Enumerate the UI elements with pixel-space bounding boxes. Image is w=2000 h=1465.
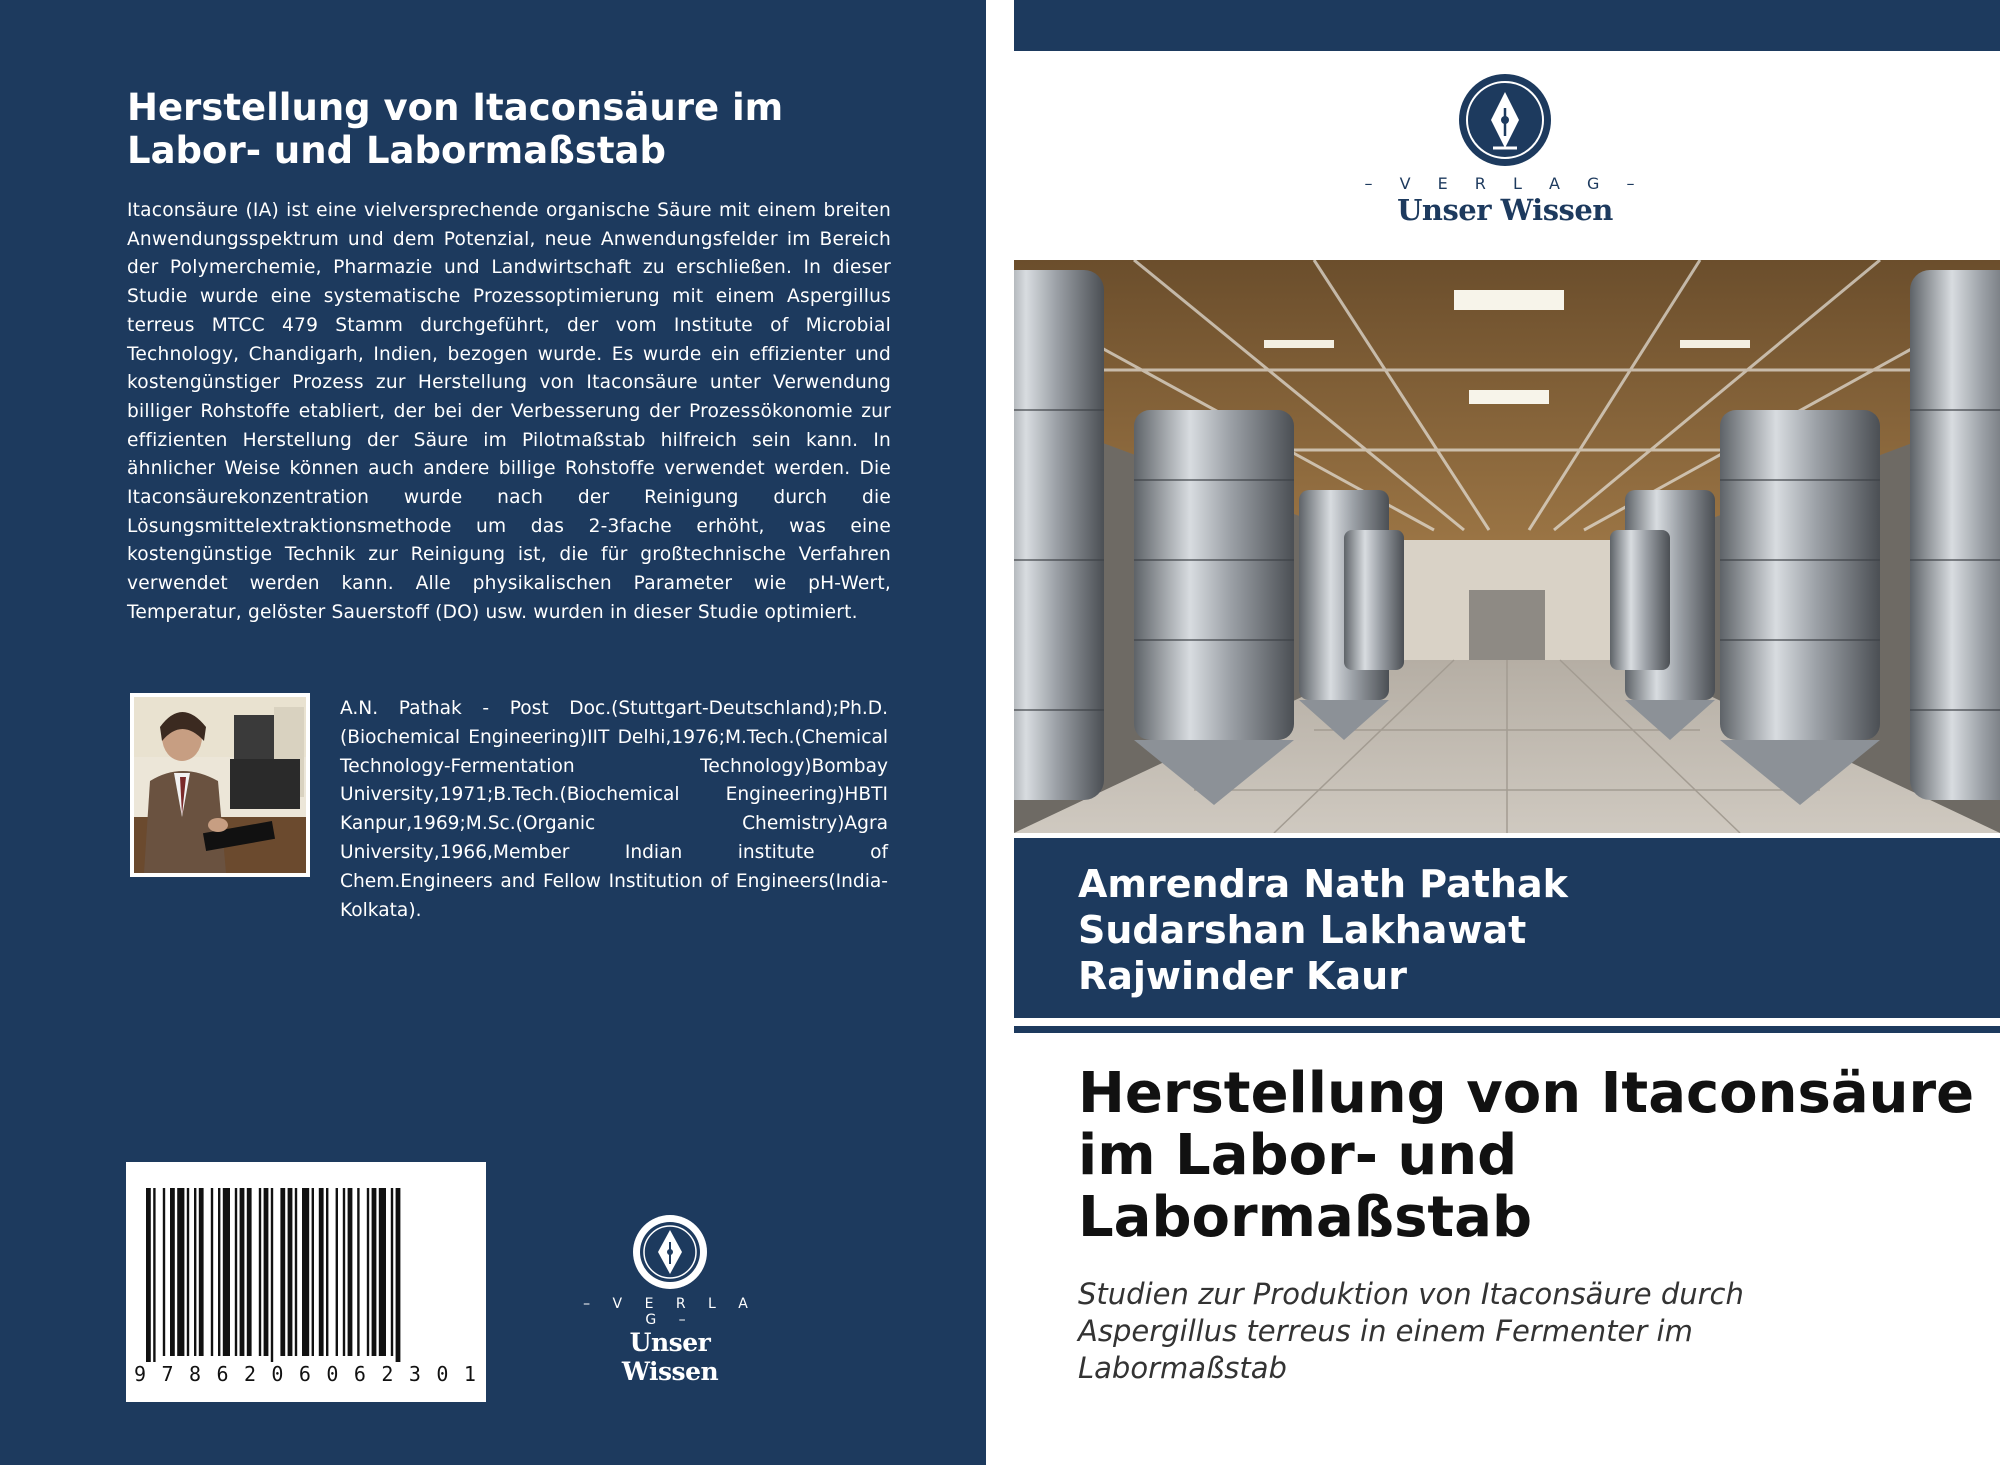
barcode-bar bbox=[177, 1188, 184, 1356]
barcode-bar bbox=[170, 1188, 175, 1356]
isbn-digit: 9 bbox=[134, 1362, 149, 1386]
barcode-bar bbox=[223, 1188, 230, 1356]
barcode-bar bbox=[295, 1188, 297, 1356]
barcode-bar bbox=[379, 1188, 386, 1356]
authors-band bbox=[1014, 838, 2000, 1018]
barcode-bar bbox=[348, 1188, 353, 1356]
isbn-digit: 8 bbox=[188, 1362, 204, 1386]
barcode-bar bbox=[235, 1188, 237, 1356]
barcode-bar bbox=[312, 1188, 314, 1356]
back-publisher-logo bbox=[580, 1212, 760, 1386]
barcode-bar bbox=[391, 1188, 393, 1356]
barcode-bar bbox=[187, 1188, 189, 1356]
author-name-1: Amrendra Nath Pathak bbox=[1078, 862, 1568, 906]
back-cover bbox=[0, 0, 986, 1465]
pen-nib-emblem-icon bbox=[630, 1212, 710, 1292]
barcode-bar bbox=[319, 1188, 324, 1356]
isbn-digit: 0 bbox=[436, 1362, 451, 1386]
barcode-bar bbox=[199, 1188, 204, 1356]
barcode-bar bbox=[302, 1188, 309, 1356]
front-publisher-logo bbox=[1360, 72, 1650, 227]
front-logo-name: Unser Wissen bbox=[1397, 193, 1613, 227]
back-logo-verlag: – V E R L A G – bbox=[583, 1296, 757, 1328]
front-cover-subtitle: Studien zur Produktion von Itaconsäure durch Aspergillus terreus in einem Fermenter im Labormaßstab bbox=[1078, 1277, 1744, 1385]
isbn-digit: 0 bbox=[271, 1362, 286, 1386]
barcode-bar bbox=[163, 1188, 165, 1356]
author-bio: A.N. Pathak - Post Doc.(Stuttgart-Deutschland);Ph.D.(Biochemical Engineering)IIT Delhi,1976;M.Tech.(Chemical Technology-Fermentation Technology)Bombay University,1971;B.Tech.(Biochemical Engineering)HBTI Kanpur,1969;M.Sc.(Organic Chemistry)Agra University,1966,Member Indian institute of Chem.Engineers and Fellow Institution of Engineers(India-Kolkata). bbox=[340, 698, 888, 921]
barcode-bar bbox=[218, 1188, 220, 1356]
isbn-barcode bbox=[126, 1162, 486, 1402]
front-cover bbox=[1014, 0, 2000, 1465]
isbn-digit: 6 bbox=[298, 1362, 313, 1386]
barcode-bar bbox=[396, 1188, 401, 1362]
barcode-bar bbox=[288, 1188, 293, 1356]
isbn-digits bbox=[134, 1362, 478, 1386]
barcode-bar bbox=[280, 1188, 285, 1356]
isbn-digit: 6 bbox=[216, 1362, 231, 1386]
front-top-band bbox=[1014, 0, 2000, 51]
isbn-digit: 2 bbox=[381, 1362, 396, 1386]
back-cover-description: Itaconsäure (IA) ist eine vielversprechende organische Säure mit einem breiten Anwendungsspektrum und dem Potenzial, neue Anwendungsfelder im Bereich der Polymerchemie, Pharmazie und Landwirtschaft zu erschließen. In dieser Studie wurde eine systematische Prozessoptimierung mit einem Aspergillus terreus MTCC 479 Stamm durchgeführt, der vom Institute of Microbial Technology, Chandigarh, Indien, bezogen wurde. Es wurde ein effizienter und kostengünstiger Prozess zur Herstellung von Itaconsäure unter Verwendung billiger Rohstoffe etabliert, der bei der Verbesserung der Prozessökonomie zur effizienten Herstellung der Säure im Pilotmaßstab hilfreich sein kann. In ähnlicher Weise können auch andere billige Rohstoffe verwendet werden. Die Itaconsäurekonzentration wurde nach der Reinigung durch die Lösungsmittelextraktionsmethode um das 2-3fache erhöht, was eine kostengünstige Technik zur Reinigung ist, die für großtechnische Verfahren verwendet werden kann. Alle physikalischen Parameter wie pH-Wert, Temperatur, gelöster Sauerstoff (DO) usw. wurden in dieser Studie optimiert. bbox=[127, 200, 891, 623]
front-logo-verlag: – V E R L A G – bbox=[1364, 174, 1646, 193]
barcode-bar bbox=[343, 1188, 345, 1356]
isbn-digit: 7 bbox=[161, 1362, 176, 1386]
isbn-digit: 2 bbox=[243, 1362, 258, 1386]
front-cover-title: Herstellung von Itaconsäure im Labor- und Labormaßstab bbox=[1078, 1061, 1975, 1250]
back-logo-name: Unser Wissen bbox=[621, 1328, 719, 1386]
fermentation-hall-photo bbox=[1014, 260, 2000, 833]
author-name-3: Rajwinder Kaur bbox=[1078, 954, 1407, 998]
barcode-bar bbox=[367, 1188, 369, 1356]
pen-nib-emblem-icon bbox=[1457, 72, 1553, 168]
author-photo bbox=[130, 693, 310, 877]
isbn-digit: 1 bbox=[463, 1362, 478, 1386]
barcode-bar bbox=[194, 1188, 196, 1356]
barcode-bar bbox=[264, 1188, 269, 1356]
spine-gap bbox=[986, 0, 1014, 1465]
back-cover-title: Herstellung von Itaconsäure im Labor- und Labormaßstab bbox=[127, 86, 784, 172]
barcode-bar bbox=[336, 1188, 338, 1356]
front-divider bbox=[1014, 1026, 2000, 1033]
author-name-2: Sudarshan Lakhawat bbox=[1078, 908, 1527, 952]
isbn-digit: 0 bbox=[326, 1362, 341, 1386]
barcode-bar bbox=[372, 1188, 377, 1356]
barcode-bar bbox=[153, 1188, 155, 1362]
barcode-bar bbox=[240, 1188, 245, 1356]
isbn-digit: 6 bbox=[353, 1362, 368, 1386]
barcode-bar bbox=[146, 1188, 151, 1362]
barcode-bar bbox=[211, 1188, 213, 1356]
barcode-bar bbox=[247, 1188, 252, 1356]
barcode-bar bbox=[326, 1188, 328, 1356]
isbn-digit: 3 bbox=[408, 1362, 423, 1386]
barcode-bar bbox=[271, 1188, 273, 1362]
barcode-bar bbox=[259, 1188, 261, 1356]
barcode-bar bbox=[357, 1188, 359, 1356]
